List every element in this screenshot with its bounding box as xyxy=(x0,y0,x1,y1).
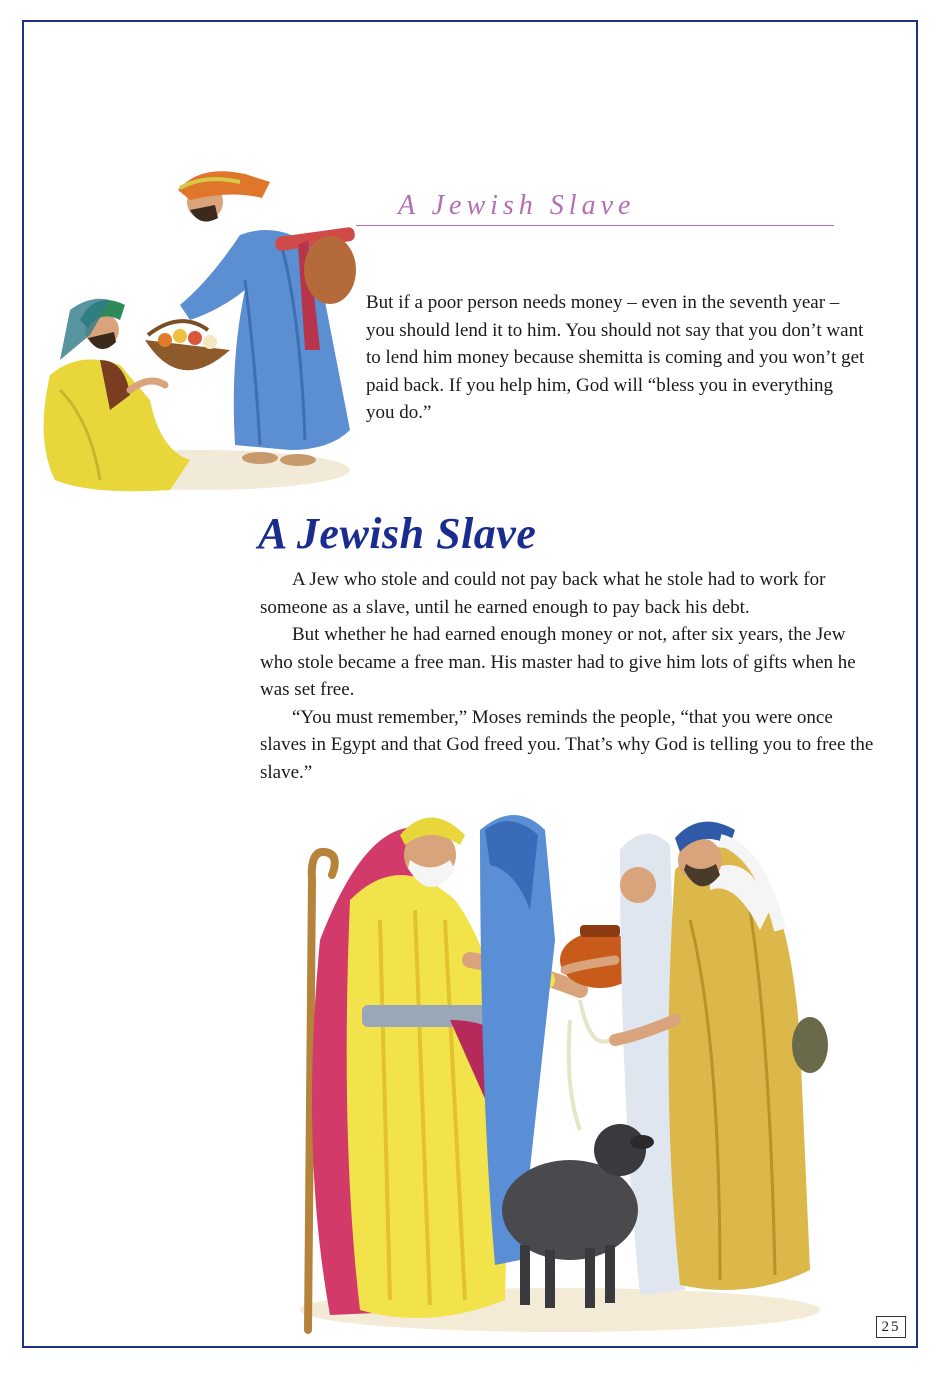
page-heading: A Jewish Slave xyxy=(258,509,537,558)
intro-paragraph: But if a poor person needs money – even in the seventh year – you should lend it to him. You should not say that you don’t want to lend him money because shemitta is coming and you won’t get paid back. If you help him, God will “bless you in everything you do.” xyxy=(366,292,865,423)
illustration-lending xyxy=(30,160,360,510)
illustration-freeing-slave xyxy=(280,790,840,1345)
body-text-block xyxy=(260,566,878,786)
header-rule xyxy=(356,225,834,226)
body-paragraph: “You must remember,” Moses reminds the people, “that you were once slaves in Egypt and that God freed you. That’s why God is telling you to free the slave.” xyxy=(260,706,874,783)
body-paragraph: A Jew who stole and could not pay back what he stole had to work for someone as a slave, until he earned enough to pay back his debt. xyxy=(260,569,826,618)
running-section-header xyxy=(356,190,834,230)
running-header-text: A Jewish Slave xyxy=(398,190,636,221)
page-number: 25 xyxy=(876,1316,906,1338)
body-paragraph: But whether he had earned enough money or not, after six years, the Jew who stole became a free man. His master had to give him lots of gifts when he was set free. xyxy=(260,624,856,700)
intro-text-block xyxy=(366,289,866,427)
